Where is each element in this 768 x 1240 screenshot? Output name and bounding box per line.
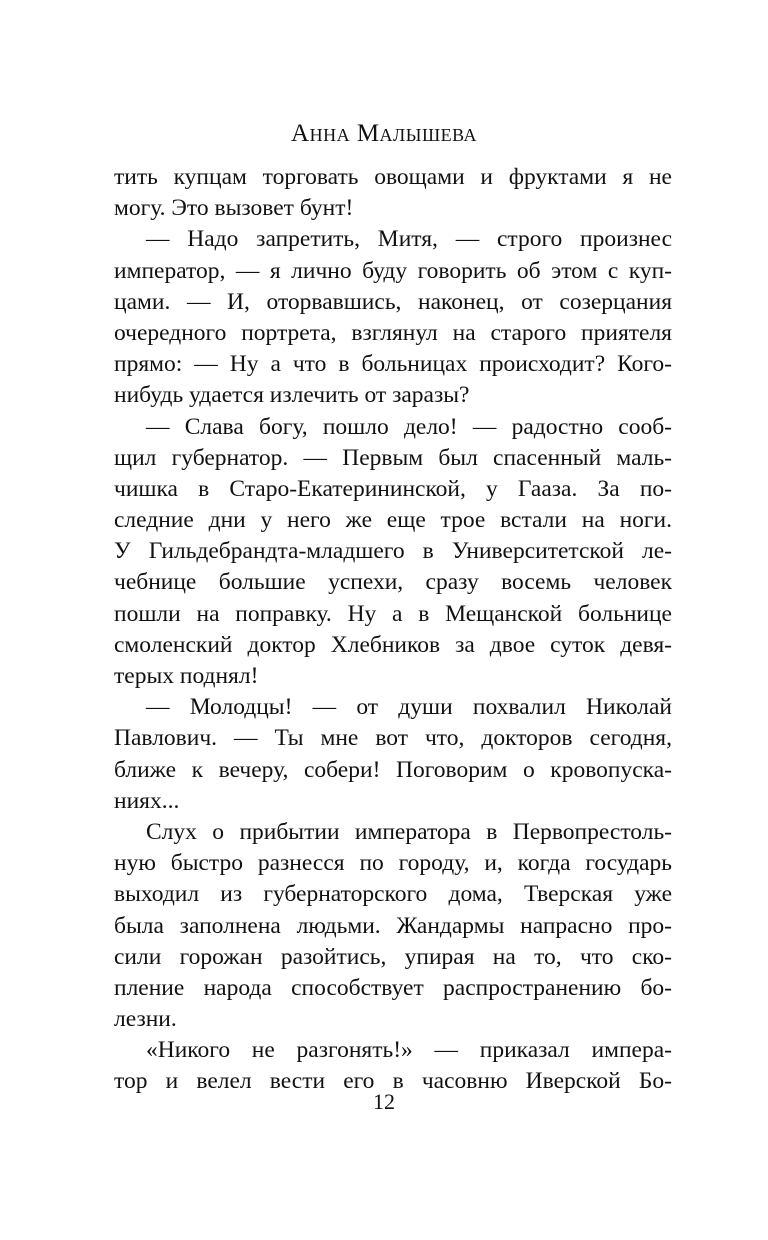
text-line: очередного портрета, взглянул на старого приятеля <box>114 319 672 346</box>
text-line: терых поднял! <box>114 663 259 689</box>
running-head-author: Анна Малышева <box>291 120 477 147</box>
text-line: Павлович. — Ты мне вот что, докторов сегодня, <box>114 725 672 752</box>
page-number: 12 <box>373 1089 395 1114</box>
text-line: ниях... <box>114 787 180 814</box>
text-line: У Гильдебрандта-младшего в Университетской ле- <box>114 538 672 565</box>
body-text <box>114 162 672 1098</box>
text-line: цами. — И, оторвавшись, наконец, от созерцания <box>114 288 672 315</box>
text-line: следние дни у него же еще трое встали на ноги. <box>114 507 672 534</box>
text-line: прямо: — Ну а что в больницах происходит? Кого- <box>114 351 672 378</box>
text-line: чишка в Старо-Екатерининской, у Гааза. За по- <box>114 475 672 502</box>
text-line: ную быстро разнесся по городу, и, когда государь <box>114 850 672 877</box>
text-line: выходил из губернаторского дома, Тверская уже <box>114 881 672 908</box>
text-line: пошли на поправку. Ну а в Мещанской больнице <box>114 600 672 627</box>
text-line: император, — я лично буду говорить об этом с куп- <box>114 257 672 284</box>
text-line: — Надо запретить, Митя, — строго произнес <box>146 226 672 253</box>
text-line: щил губернатор. — Первым был спасенный маль- <box>114 444 672 471</box>
text-line: — Слава богу, пошло дело! — радостно сооб- <box>146 413 672 440</box>
text-line: лезни. <box>114 1006 177 1033</box>
text-line: могу. Это вызовет бунт! <box>114 195 354 222</box>
text-line: чебнице большие успехи, сразу восемь человек <box>114 569 672 596</box>
text-line: тор и велел вести его в часовню Иверской Бо- <box>114 1068 672 1095</box>
text-line: «Никого не разгонять!» — приказал импера- <box>146 1037 672 1064</box>
text-line: пление народа способствует распространению бо- <box>114 974 672 1001</box>
text-line: сили горожан разойтись, упирая на то, что ско- <box>114 943 672 970</box>
text-line: — Молодцы! — от души похвалил Николай <box>146 694 672 721</box>
text-line: нибудь удается излечить от заразы? <box>114 382 470 409</box>
text-line: была заполнена людьми. Жандармы напрасно про- <box>114 912 672 939</box>
text-line: смоленский доктор Хлебников за двое суток девя- <box>114 631 672 658</box>
text-line: Слух о прибытии императора в Первопрестоль- <box>146 818 672 845</box>
text-line: ближе к вечеру, собери! Поговорим о кровопуска- <box>114 756 672 783</box>
text-line: тить купцам торговать овощами и фруктами я не <box>114 164 672 190</box>
